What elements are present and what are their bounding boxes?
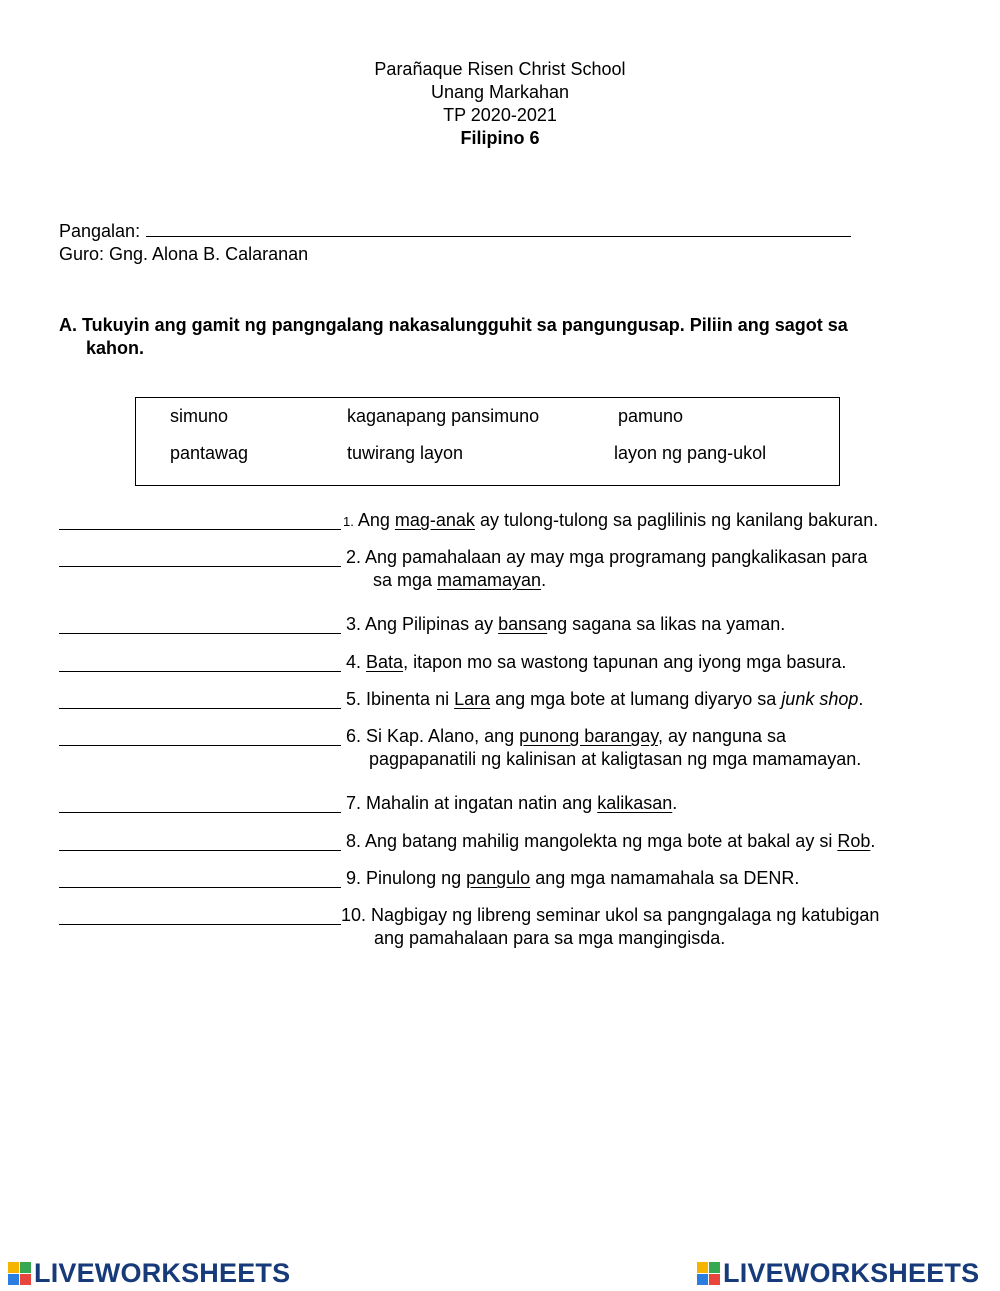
- answer-blank[interactable]: [59, 830, 341, 851]
- question-text: [346, 613, 785, 636]
- instructions: [59, 314, 939, 360]
- subject-title: Filipino 6: [460, 128, 540, 148]
- text-segment: .: [870, 831, 876, 851]
- question-text: [341, 904, 879, 927]
- answer-blank[interactable]: [59, 509, 341, 530]
- choice-item: pantawag: [170, 443, 249, 463]
- instructions-line-1: A. Tukuyin ang gamit ng pangngalang nakasalungguhit sa pangungusap. Piliin ang sagot sa: [59, 315, 848, 335]
- text-segment: Si Kap. Alano, ang: [361, 726, 520, 746]
- liveworksheets-mark-icon: [697, 1262, 720, 1285]
- italic-term: junk shop: [781, 689, 859, 709]
- text-segment: Ang: [353, 510, 395, 530]
- question-text-line-2: pagpapanatili ng kalinisan at kaligtasan ng mga mamamayan.: [369, 749, 862, 769]
- answer-blank[interactable]: [59, 688, 341, 709]
- instructions-line-2: kahon.: [86, 338, 145, 358]
- text-segment: .: [541, 570, 547, 590]
- brand-text: LIVEWORKSHEETS: [34, 1258, 291, 1288]
- liveworksheets-logo-left: [8, 1258, 290, 1289]
- question-text: [346, 792, 677, 815]
- underlined-noun: bansa: [498, 614, 548, 634]
- choice-item: tuwirang layon: [347, 443, 464, 463]
- question-number: 2.: [346, 547, 362, 567]
- question-text: [346, 651, 846, 674]
- answer-blank[interactable]: [59, 725, 341, 746]
- question-text: [343, 509, 878, 533]
- question-number: 10.: [341, 905, 367, 925]
- text-segment: sa mga: [373, 570, 438, 590]
- text-segment: Ang pamahalaan ay may mga programang pangkalikasan para: [361, 547, 868, 567]
- text-segment: ng sagana sa likas na yaman.: [547, 614, 786, 634]
- underlined-noun: pangulo: [466, 868, 531, 888]
- answer-blank[interactable]: [59, 613, 341, 634]
- text-segment: , itapon mo sa wastong tapunan ang iyong mga basura.: [403, 652, 847, 672]
- text-segment: ang mga namamahala sa DENR.: [530, 868, 800, 888]
- text-segment: , ay nanguna sa: [657, 726, 787, 746]
- choice-item: layon ng pang-ukol: [614, 443, 767, 463]
- school-name: Parañaque Risen Christ School: [374, 59, 626, 79]
- worksheet-header: [0, 58, 1000, 150]
- question-text: [346, 725, 786, 748]
- choices-box: [135, 397, 840, 486]
- question-number: 7.: [346, 793, 362, 813]
- question-text: [346, 546, 867, 569]
- student-info: [59, 218, 851, 266]
- underlined-noun: Lara: [454, 689, 491, 709]
- text-segment: Pinulong ng: [361, 868, 467, 888]
- text-segment: Ang batang mahilig mangolekta ng mga bote at bakal ay si: [361, 831, 838, 851]
- teacher-name: Guro: Gng. Alona B. Calaranan: [59, 244, 309, 264]
- question-number: 6.: [346, 726, 362, 746]
- question-number: 1.: [343, 514, 354, 529]
- text-segment: Ang Pilipinas ay: [361, 614, 499, 634]
- question-text-line-2: ang pamahalaan para sa mga mangingisda.: [374, 928, 726, 948]
- school-year: TP 2020-2021: [443, 105, 557, 125]
- liveworksheets-mark-icon: [8, 1262, 31, 1285]
- underlined-noun: Rob: [837, 831, 871, 851]
- quarter-label: Unang Markahan: [430, 82, 570, 102]
- answer-blank[interactable]: [59, 792, 341, 813]
- underlined-noun: punong barangay: [519, 726, 658, 746]
- question-number: 5.: [346, 689, 362, 709]
- liveworksheets-logo-right: [697, 1258, 979, 1289]
- text-segment: Mahalin at ingatan natin ang: [361, 793, 598, 813]
- text-segment: ang mga bote at lumang diyaryo sa: [490, 689, 782, 709]
- question-text: [346, 688, 863, 711]
- answer-blank[interactable]: [59, 651, 341, 672]
- name-label: Pangalan:: [59, 221, 141, 241]
- question-text: [346, 867, 799, 890]
- underlined-noun: mamamayan: [437, 570, 542, 590]
- choice-item: simuno: [170, 406, 229, 426]
- question-number: 4.: [346, 652, 362, 672]
- underlined-noun: kalikasan: [597, 793, 673, 813]
- question-number: 3.: [346, 614, 362, 634]
- name-input-line[interactable]: [146, 218, 851, 237]
- text-segment: .: [672, 793, 678, 813]
- choice-item: pamuno: [618, 406, 684, 426]
- brand-text: LIVEWORKSHEETS: [723, 1258, 980, 1288]
- choice-item: kaganapang pansimuno: [347, 406, 540, 426]
- answer-blank[interactable]: [59, 904, 341, 925]
- text-segment: Ibinenta ni: [361, 689, 455, 709]
- text-segment: Nagbigay ng libreng seminar ukol sa pangngalaga ng katubigan: [366, 905, 880, 925]
- question-text-line-2: [373, 569, 546, 592]
- question-text: [346, 830, 875, 853]
- underlined-noun: mag-anak: [394, 510, 475, 530]
- answer-blank[interactable]: [59, 867, 341, 888]
- underlined-noun: Bata: [366, 652, 404, 672]
- answer-blank[interactable]: [59, 546, 341, 567]
- question-number: 9.: [346, 868, 362, 888]
- question-number: 8.: [346, 831, 362, 851]
- text-segment: .: [858, 689, 864, 709]
- text-segment: ay tulong-tulong sa paglilinis ng kanilang bakuran.: [474, 510, 879, 530]
